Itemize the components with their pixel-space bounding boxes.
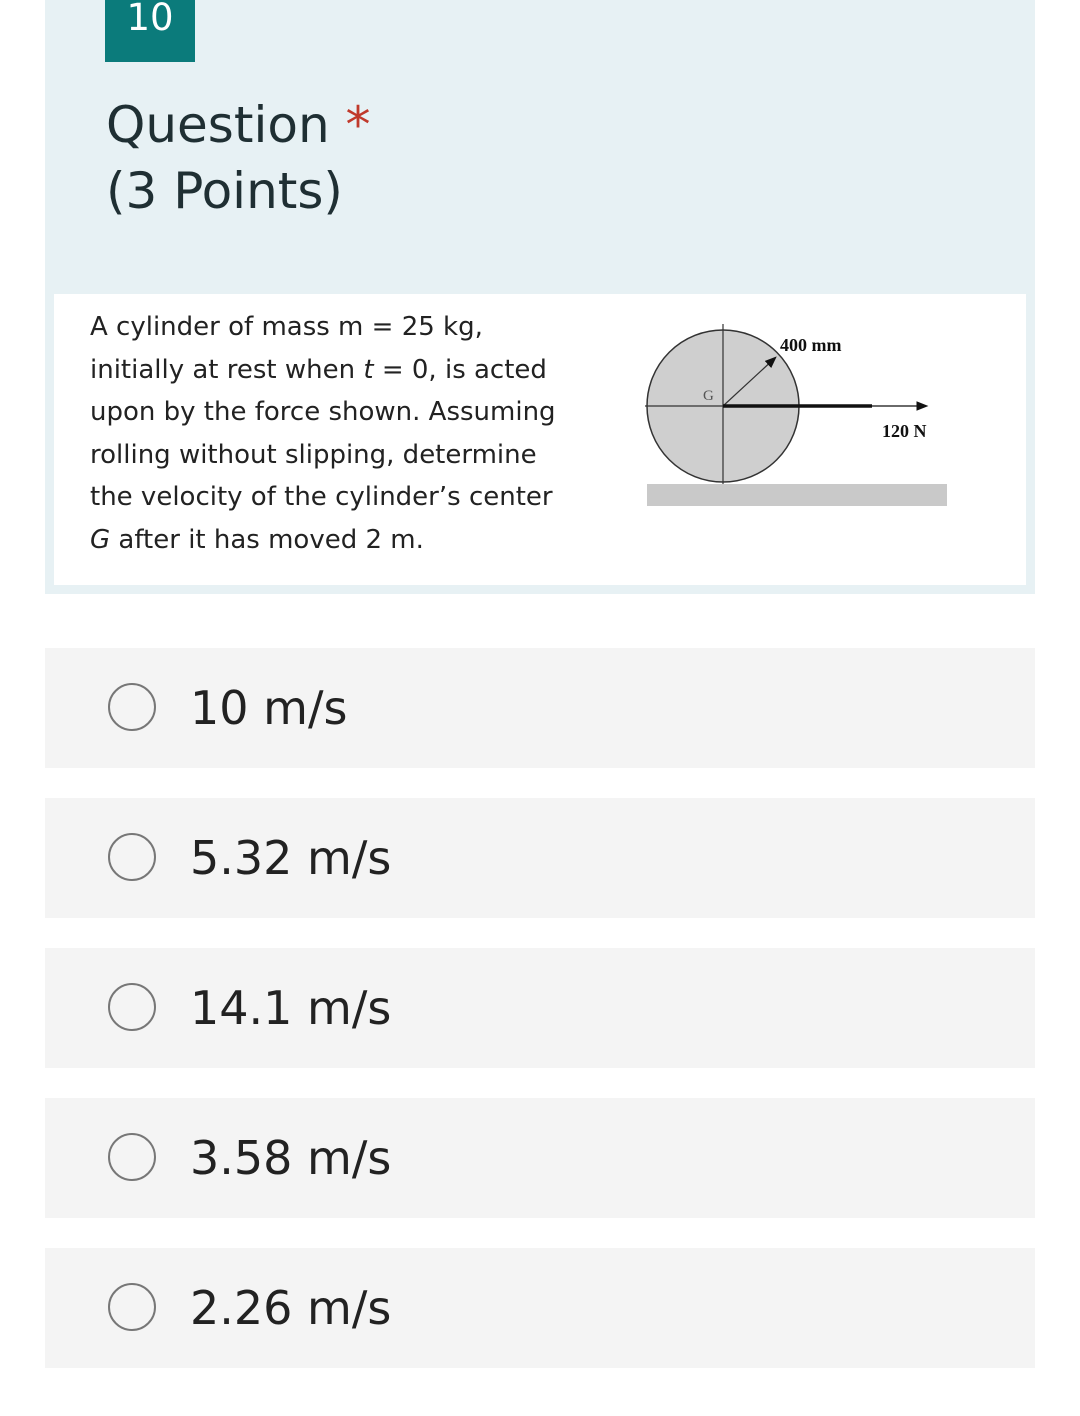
answer-option[interactable] [45, 798, 1035, 918]
question-image [54, 294, 1026, 585]
question-text-line: = 0, is acted [373, 354, 547, 385]
radio-button[interactable] [108, 983, 156, 1031]
answer-option[interactable] [45, 1098, 1035, 1218]
answer-option-label[interactable]: 14.1 m/s [190, 981, 392, 1035]
question-text-variable: G [90, 524, 111, 555]
cylinder-diagram [644, 322, 1014, 522]
question-text-line: the velocity of the cylinder’s center [90, 482, 553, 512]
ground-surface [647, 484, 947, 506]
question-title-text: Question [106, 96, 330, 154]
required-mark: * [345, 96, 371, 154]
radio-button[interactable] [108, 833, 156, 881]
radio-button[interactable] [108, 1133, 156, 1181]
answer-option[interactable] [45, 948, 1035, 1068]
center-label: G [703, 388, 714, 404]
question-text [90, 306, 556, 561]
question-text-line: rolling without slipping, determine [90, 439, 537, 470]
answer-option-label[interactable]: 5.32 m/s [190, 831, 392, 885]
question-text-variable: t [363, 354, 374, 385]
answer-option-label[interactable]: 2.26 m/s [190, 1281, 392, 1335]
question-text-line: upon by the force shown. Assuming [90, 397, 556, 427]
question-number-badge: 10 [105, 0, 195, 62]
radio-button[interactable] [108, 683, 156, 731]
question-points: (3 Points) [106, 162, 343, 220]
force-label: 120 N [882, 421, 927, 441]
question-title [106, 92, 371, 158]
radius-label: 400 mm [780, 335, 842, 355]
question-text-line: initially at rest when [90, 354, 364, 385]
radio-button[interactable] [108, 1283, 156, 1331]
answer-option[interactable] [45, 1248, 1035, 1368]
answer-option[interactable] [45, 648, 1035, 768]
answer-option-label[interactable]: 10 m/s [190, 681, 348, 735]
answer-option-label[interactable]: 3.58 m/s [190, 1131, 392, 1185]
question-text-line: after it has moved 2 m. [110, 524, 424, 555]
question-text-line: A cylinder of mass m = 25 kg, [90, 312, 483, 342]
